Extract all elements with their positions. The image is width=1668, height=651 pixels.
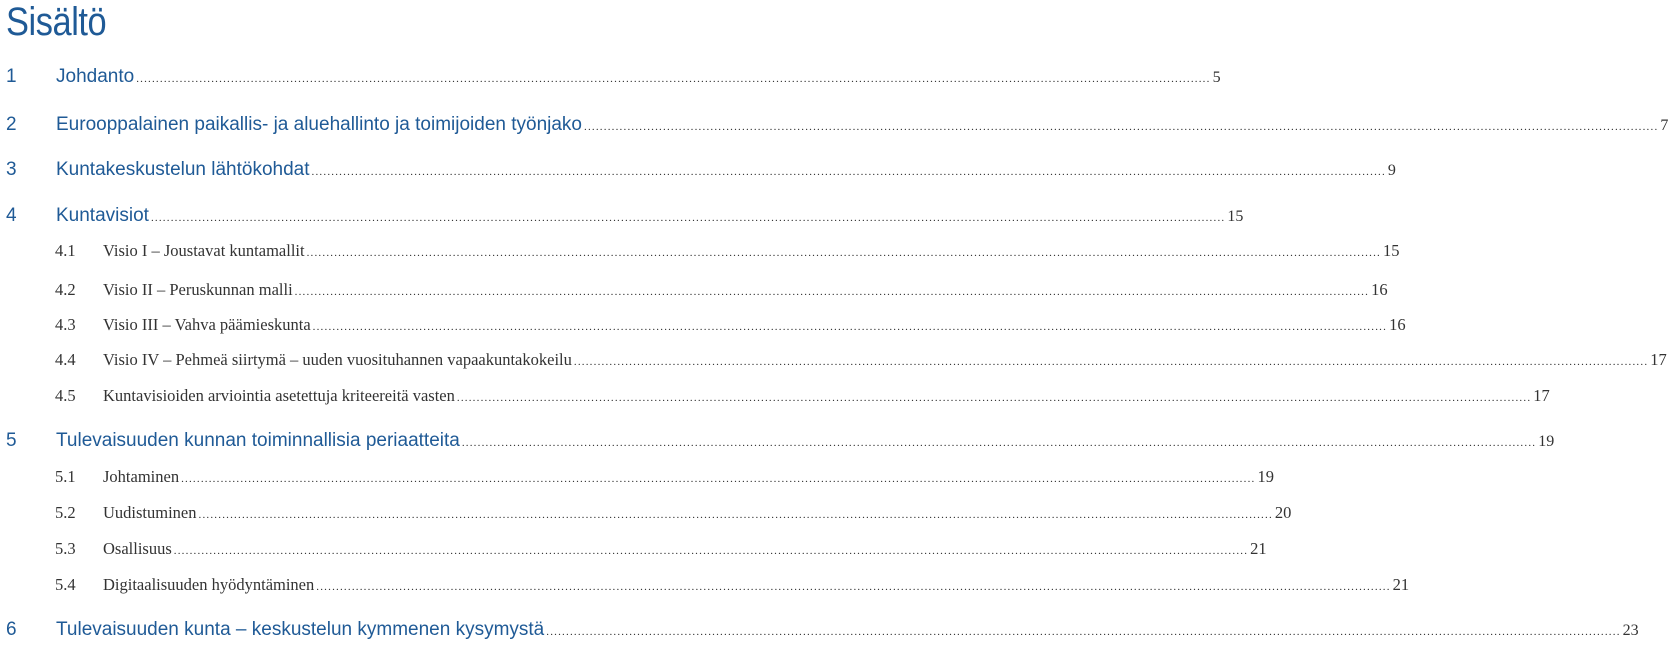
dot-leader: ................................................................................................................................................................................................................................................................................ [461, 437, 1537, 449]
dot-leader: ................................................................................................................................................................................................................................................................................ [150, 212, 1226, 224]
toc-entry[interactable] [0, 386, 1550, 406]
entry-page: 23 [1622, 622, 1639, 639]
toc-entry[interactable] [0, 280, 1388, 300]
toc-entry[interactable] [0, 66, 1221, 88]
entry-page: 15 [1382, 241, 1400, 260]
entry-title: Uudistuminen [103, 503, 197, 522]
dot-leader: ................................................................................................................................................................................................................................................................................ [136, 73, 1211, 85]
toc-entry[interactable] [0, 430, 1555, 452]
entry-title: Johtaminen [103, 467, 180, 486]
entry-page: 7 [1660, 117, 1668, 134]
entry-title: Osallisuus [103, 539, 172, 558]
dot-leader: ................................................................................................................................................................................................................................................................................ [294, 286, 1370, 298]
entry-title: Eurooppalainen paikallis- ja aluehallinto ja toimijoiden työnjako [56, 114, 582, 135]
entry-page: 19 [1538, 433, 1555, 450]
entry-number: 4 [6, 205, 17, 226]
entry-number: 4.5 [55, 386, 76, 405]
entry-page: 17 [1650, 350, 1667, 369]
entry-page: 19 [1257, 467, 1274, 486]
entry-page: 21 [1250, 539, 1267, 558]
dot-leader: ................................................................................................................................................................................................................................................................................ [306, 247, 1381, 259]
entry-title: Visio I – Joustavat kuntamallit [103, 241, 305, 260]
entry-title: Tulevaisuuden kunnan toiminnallisia periaatteita [56, 430, 460, 451]
entry-number: 5.2 [55, 503, 76, 522]
page-title: Sisältö [6, 0, 107, 44]
entry-title: Kuntavisioiden arviointia asetettuja kriteereitä vasten [103, 386, 455, 405]
entry-number: 1 [6, 66, 17, 87]
entry-title: Tulevaisuuden kunta – keskustelun kymmenen kysymystä [56, 619, 545, 640]
entry-page: 21 [1392, 575, 1410, 594]
entry-page: 16 [1389, 315, 1406, 334]
toc-entry[interactable] [0, 575, 1410, 595]
entry-title: Visio III – Vahva päämieskunta [103, 315, 311, 334]
entry-title: Visio IV – Pehmeä siirtymä – uuden vuosituhannen vapaakuntakokeilu [103, 350, 572, 369]
entry-number: 4.3 [55, 315, 76, 334]
dot-leader: ................................................................................................................................................................................................................................................................................ [546, 626, 1621, 638]
dot-leader: ................................................................................................................................................................................................................................................................................ [311, 166, 1386, 178]
entry-page: 20 [1274, 503, 1292, 522]
dot-leader: ................................................................................................................................................................................................................................................................................ [316, 581, 1391, 593]
entry-number: 5.1 [55, 467, 76, 486]
toc-entry[interactable] [0, 205, 1244, 227]
entry-number: 5.4 [55, 575, 76, 594]
entry-title: Digitaalisuuden hyödyntäminen [103, 575, 315, 594]
dot-leader: ................................................................................................................................................................................................................................................................................ [573, 356, 1649, 368]
entry-page: 16 [1371, 280, 1388, 299]
entry-number: 2 [6, 114, 17, 135]
toc-entry[interactable] [0, 539, 1267, 559]
entry-page: 17 [1533, 386, 1550, 405]
entry-title: Johdanto [56, 66, 135, 87]
toc-entry[interactable] [0, 241, 1400, 261]
dot-leader: ................................................................................................................................................................................................................................................................................ [181, 473, 1256, 485]
dot-leader: ................................................................................................................................................................................................................................................................................ [312, 321, 1388, 333]
entry-page: 5 [1212, 69, 1221, 86]
entry-number: 4.4 [55, 350, 76, 369]
toc-entry[interactable] [0, 315, 1406, 335]
toc-entry[interactable] [0, 350, 1667, 370]
entry-title: Kuntakeskustelun lähtökohdat [56, 159, 310, 180]
entry-page: 9 [1387, 162, 1396, 179]
toc-entry[interactable] [0, 467, 1274, 487]
entry-number: 5 [6, 430, 17, 451]
entry-number: 4.2 [55, 280, 76, 299]
entry-number: 3 [6, 159, 17, 180]
entry-number: 4.1 [55, 241, 76, 260]
toc-entry[interactable] [0, 619, 1639, 641]
entry-number: 6 [6, 619, 17, 640]
toc-entry[interactable] [0, 503, 1292, 523]
toc-entry[interactable] [0, 114, 1668, 136]
dot-leader: ................................................................................................................................................................................................................................................................................ [173, 545, 1249, 557]
toc-entry[interactable] [0, 159, 1396, 181]
entry-page: 15 [1227, 208, 1244, 225]
dot-leader: ................................................................................................................................................................................................................................................................................ [198, 509, 1273, 521]
entry-title: Kuntavisiot [56, 205, 149, 226]
entry-number: 5.3 [55, 539, 76, 558]
dot-leader: ................................................................................................................................................................................................................................................................................ [584, 121, 1659, 133]
entry-title: Visio II – Peruskunnan malli [103, 280, 293, 299]
dot-leader: ................................................................................................................................................................................................................................................................................ [456, 392, 1532, 404]
